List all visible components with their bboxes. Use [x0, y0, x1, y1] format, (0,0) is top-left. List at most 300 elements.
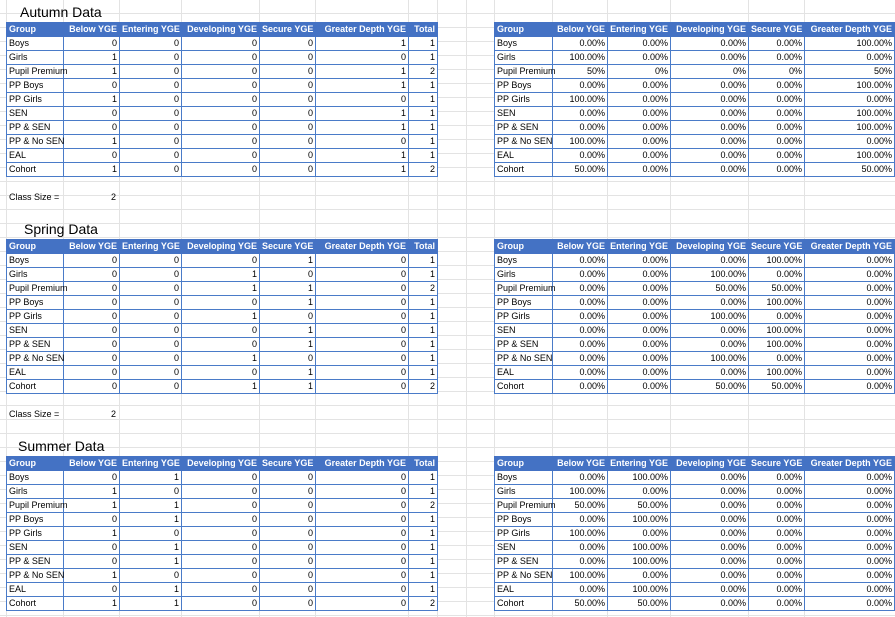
value-cell[interactable]: 0.00% — [608, 352, 671, 366]
value-cell[interactable]: 1 — [409, 37, 438, 51]
value-cell[interactable]: 0 — [260, 121, 316, 135]
value-cell[interactable]: 1 — [120, 541, 182, 555]
column-header[interactable]: Below YGE — [64, 457, 120, 471]
value-cell[interactable]: 0 — [260, 107, 316, 121]
column-header[interactable]: Entering YGE — [608, 240, 671, 254]
group-cell[interactable]: PP Girls — [495, 93, 553, 107]
value-cell[interactable]: 0.00% — [671, 163, 749, 177]
group-cell[interactable]: Pupil Premium — [495, 282, 553, 296]
column-header[interactable]: Secure YGE — [260, 457, 316, 471]
value-cell[interactable]: 0.00% — [805, 310, 895, 324]
value-cell[interactable]: 100.00% — [805, 149, 895, 163]
value-cell[interactable]: 0.00% — [608, 79, 671, 93]
value-cell[interactable]: 0.00% — [553, 366, 608, 380]
value-cell[interactable]: 0 — [316, 380, 409, 394]
group-cell[interactable]: PP Boys — [495, 296, 553, 310]
value-cell[interactable]: 0 — [182, 513, 260, 527]
value-cell[interactable]: 0.00% — [671, 51, 749, 65]
value-cell[interactable]: 0.00% — [608, 135, 671, 149]
value-cell[interactable]: 50.00% — [553, 499, 608, 513]
value-cell[interactable]: 0.00% — [608, 93, 671, 107]
value-cell[interactable]: 0 — [260, 352, 316, 366]
group-cell[interactable]: Boys — [7, 254, 64, 268]
value-cell[interactable]: 0.00% — [749, 121, 805, 135]
value-cell[interactable]: 0 — [182, 79, 260, 93]
group-cell[interactable]: PP & No SEN — [495, 352, 553, 366]
value-cell[interactable]: 0 — [316, 366, 409, 380]
value-cell[interactable]: 1 — [64, 597, 120, 611]
value-cell[interactable]: 1 — [409, 471, 438, 485]
group-cell[interactable]: SEN — [7, 324, 64, 338]
value-cell[interactable]: 0 — [316, 51, 409, 65]
value-cell[interactable]: 50.00% — [749, 380, 805, 394]
value-cell[interactable]: 0 — [120, 366, 182, 380]
value-cell[interactable]: 100.00% — [749, 338, 805, 352]
value-cell[interactable]: 0 — [120, 352, 182, 366]
value-cell[interactable]: 0 — [120, 107, 182, 121]
value-cell[interactable]: 0% — [749, 65, 805, 79]
value-cell[interactable]: 1 — [64, 499, 120, 513]
value-cell[interactable]: 0.00% — [671, 254, 749, 268]
value-cell[interactable]: 100.00% — [671, 352, 749, 366]
group-cell[interactable]: Girls — [7, 51, 64, 65]
column-header[interactable]: Greater Depth YGE — [316, 240, 409, 254]
value-cell[interactable]: 0 — [316, 499, 409, 513]
value-cell[interactable]: 100.00% — [608, 513, 671, 527]
value-cell[interactable]: 0.00% — [553, 324, 608, 338]
group-cell[interactable]: PP Boys — [7, 79, 64, 93]
value-cell[interactable]: 1 — [316, 121, 409, 135]
value-cell[interactable]: 100.00% — [805, 79, 895, 93]
value-cell[interactable]: 0 — [260, 79, 316, 93]
group-cell[interactable]: Pupil Premium — [7, 499, 64, 513]
value-cell[interactable]: 1 — [260, 282, 316, 296]
value-cell[interactable]: 0 — [316, 268, 409, 282]
group-cell[interactable]: Cohort — [7, 163, 64, 177]
value-cell[interactable]: 0 — [316, 485, 409, 499]
value-cell[interactable]: 0.00% — [749, 485, 805, 499]
column-header[interactable]: Developing YGE — [671, 240, 749, 254]
value-cell[interactable]: 0 — [316, 254, 409, 268]
value-cell[interactable]: 0 — [260, 555, 316, 569]
value-cell[interactable]: 0 — [316, 282, 409, 296]
value-cell[interactable]: 0.00% — [805, 352, 895, 366]
value-cell[interactable]: 0.00% — [553, 541, 608, 555]
value-cell[interactable]: 0.00% — [805, 485, 895, 499]
column-header[interactable]: Below YGE — [553, 457, 608, 471]
group-cell[interactable]: SEN — [7, 107, 64, 121]
value-cell[interactable]: 0.00% — [553, 352, 608, 366]
value-cell[interactable]: 0.00% — [608, 324, 671, 338]
value-cell[interactable]: 0.00% — [805, 499, 895, 513]
value-cell[interactable]: 0 — [260, 541, 316, 555]
value-cell[interactable]: 0.00% — [749, 541, 805, 555]
value-cell[interactable]: 0 — [260, 471, 316, 485]
group-cell[interactable]: Girls — [495, 268, 553, 282]
value-cell[interactable]: 0.00% — [608, 310, 671, 324]
value-cell[interactable]: 0.00% — [671, 583, 749, 597]
value-cell[interactable]: 0 — [182, 569, 260, 583]
value-cell[interactable]: 50.00% — [671, 380, 749, 394]
value-cell[interactable]: 0 — [64, 268, 120, 282]
value-cell[interactable]: 0.00% — [608, 380, 671, 394]
value-cell[interactable]: 0 — [64, 338, 120, 352]
value-cell[interactable]: 100.00% — [749, 296, 805, 310]
value-cell[interactable]: 0 — [260, 527, 316, 541]
value-cell[interactable]: 0 — [182, 597, 260, 611]
value-cell[interactable]: 0.00% — [749, 499, 805, 513]
column-header[interactable]: Secure YGE — [749, 457, 805, 471]
value-cell[interactable]: 0.00% — [671, 569, 749, 583]
value-cell[interactable]: 2 — [409, 499, 438, 513]
column-header[interactable]: Below YGE — [64, 240, 120, 254]
value-cell[interactable]: 0 — [120, 51, 182, 65]
value-cell[interactable]: 0.00% — [671, 471, 749, 485]
value-cell[interactable]: 0.00% — [608, 51, 671, 65]
value-cell[interactable]: 1 — [316, 149, 409, 163]
value-cell[interactable]: 100.00% — [553, 527, 608, 541]
value-cell[interactable]: 1 — [316, 65, 409, 79]
value-cell[interactable]: 0.00% — [553, 555, 608, 569]
group-cell[interactable]: PP & No SEN — [495, 569, 553, 583]
column-header[interactable]: Group — [7, 240, 64, 254]
value-cell[interactable]: 0.00% — [608, 338, 671, 352]
value-cell[interactable]: 0 — [120, 569, 182, 583]
value-cell[interactable]: 0.00% — [805, 254, 895, 268]
value-cell[interactable]: 2 — [409, 597, 438, 611]
value-cell[interactable]: 0 — [120, 268, 182, 282]
value-cell[interactable]: 0 — [316, 310, 409, 324]
column-header[interactable]: Group — [495, 240, 553, 254]
value-cell[interactable]: 0 — [182, 37, 260, 51]
value-cell[interactable]: 100.00% — [749, 254, 805, 268]
value-cell[interactable]: 0 — [316, 583, 409, 597]
value-cell[interactable]: 0 — [64, 310, 120, 324]
value-cell[interactable]: 0 — [260, 51, 316, 65]
group-cell[interactable]: EAL — [495, 366, 553, 380]
value-cell[interactable]: 0 — [120, 296, 182, 310]
value-cell[interactable]: 0.00% — [671, 366, 749, 380]
value-cell[interactable]: 100.00% — [608, 555, 671, 569]
value-cell[interactable]: 0.00% — [805, 296, 895, 310]
value-cell[interactable]: 0 — [182, 324, 260, 338]
value-cell[interactable]: 0.00% — [805, 135, 895, 149]
value-cell[interactable]: 0.00% — [671, 555, 749, 569]
value-cell[interactable]: 0 — [260, 65, 316, 79]
value-cell[interactable]: 0.00% — [671, 79, 749, 93]
value-cell[interactable]: 0 — [316, 541, 409, 555]
value-cell[interactable]: 100.00% — [749, 366, 805, 380]
value-cell[interactable]: 0 — [260, 583, 316, 597]
group-cell[interactable]: PP Girls — [495, 527, 553, 541]
value-cell[interactable]: 0.00% — [671, 121, 749, 135]
value-cell[interactable]: 0.00% — [553, 121, 608, 135]
value-cell[interactable]: 100.00% — [608, 583, 671, 597]
value-cell[interactable]: 0 — [64, 513, 120, 527]
value-cell[interactable]: 1 — [64, 527, 120, 541]
value-cell[interactable]: 1 — [409, 324, 438, 338]
group-cell[interactable]: Boys — [7, 37, 64, 51]
value-cell[interactable]: 0 — [64, 555, 120, 569]
value-cell[interactable]: 0.00% — [749, 107, 805, 121]
value-cell[interactable]: 0.00% — [749, 471, 805, 485]
value-cell[interactable]: 0.00% — [608, 569, 671, 583]
value-cell[interactable]: 1 — [64, 135, 120, 149]
group-cell[interactable]: PP Girls — [7, 310, 64, 324]
value-cell[interactable]: 0.00% — [805, 51, 895, 65]
value-cell[interactable]: 0.00% — [553, 107, 608, 121]
group-cell[interactable]: PP & SEN — [7, 338, 64, 352]
value-cell[interactable]: 0 — [182, 527, 260, 541]
value-cell[interactable]: 100.00% — [553, 569, 608, 583]
value-cell[interactable]: 1 — [409, 527, 438, 541]
value-cell[interactable]: 100.00% — [553, 135, 608, 149]
value-cell[interactable]: 0 — [316, 569, 409, 583]
class-size-value[interactable]: 2 — [110, 409, 116, 419]
value-cell[interactable]: 1 — [409, 149, 438, 163]
column-header[interactable]: Below YGE — [64, 23, 120, 37]
value-cell[interactable]: 0.00% — [749, 37, 805, 51]
group-cell[interactable]: Cohort — [495, 380, 553, 394]
group-cell[interactable]: SEN — [7, 541, 64, 555]
value-cell[interactable]: 1 — [120, 597, 182, 611]
group-cell[interactable]: PP Girls — [495, 310, 553, 324]
value-cell[interactable]: 0.00% — [749, 268, 805, 282]
value-cell[interactable]: 0 — [64, 541, 120, 555]
value-cell[interactable]: 0 — [182, 471, 260, 485]
value-cell[interactable]: 50.00% — [553, 163, 608, 177]
column-header[interactable]: Developing YGE — [182, 23, 260, 37]
column-header[interactable]: Entering YGE — [120, 457, 182, 471]
value-cell[interactable]: 0 — [120, 149, 182, 163]
group-cell[interactable]: PP Boys — [7, 296, 64, 310]
value-cell[interactable]: 0.00% — [805, 471, 895, 485]
value-cell[interactable]: 2 — [409, 65, 438, 79]
value-cell[interactable]: 1 — [260, 338, 316, 352]
column-header[interactable]: Group — [7, 457, 64, 471]
value-cell[interactable]: 0.00% — [805, 282, 895, 296]
value-cell[interactable]: 50.00% — [805, 163, 895, 177]
value-cell[interactable]: 0.00% — [671, 499, 749, 513]
group-cell[interactable]: PP & No SEN — [7, 569, 64, 583]
group-cell[interactable]: PP Girls — [7, 527, 64, 541]
value-cell[interactable]: 50.00% — [608, 597, 671, 611]
value-cell[interactable]: 1 — [64, 51, 120, 65]
value-cell[interactable]: 0.00% — [553, 471, 608, 485]
value-cell[interactable]: 0 — [120, 93, 182, 107]
value-cell[interactable]: 0 — [260, 37, 316, 51]
value-cell[interactable]: 0.00% — [749, 583, 805, 597]
value-cell[interactable]: 0.00% — [671, 149, 749, 163]
group-cell[interactable]: PP & No SEN — [7, 352, 64, 366]
value-cell[interactable]: 0.00% — [553, 79, 608, 93]
value-cell[interactable]: 1 — [260, 366, 316, 380]
value-cell[interactable]: 0.00% — [608, 268, 671, 282]
value-cell[interactable]: 1 — [409, 583, 438, 597]
value-cell[interactable]: 1 — [182, 380, 260, 394]
value-cell[interactable]: 0 — [120, 65, 182, 79]
value-cell[interactable]: 1 — [120, 499, 182, 513]
value-cell[interactable]: 0 — [120, 485, 182, 499]
value-cell[interactable]: 0 — [182, 555, 260, 569]
value-cell[interactable]: 1 — [182, 282, 260, 296]
group-cell[interactable]: SEN — [495, 324, 553, 338]
column-header[interactable]: Secure YGE — [260, 23, 316, 37]
group-cell[interactable]: Boys — [495, 37, 553, 51]
value-cell[interactable]: 1 — [120, 471, 182, 485]
value-cell[interactable]: 0 — [260, 149, 316, 163]
value-cell[interactable]: 0.00% — [608, 282, 671, 296]
value-cell[interactable]: 1 — [182, 310, 260, 324]
value-cell[interactable]: 1 — [120, 555, 182, 569]
value-cell[interactable]: 1 — [409, 513, 438, 527]
value-cell[interactable]: 0 — [64, 380, 120, 394]
value-cell[interactable]: 0.00% — [749, 135, 805, 149]
value-cell[interactable]: 0 — [182, 366, 260, 380]
group-cell[interactable]: PP Boys — [7, 513, 64, 527]
value-cell[interactable]: 50.00% — [671, 282, 749, 296]
value-cell[interactable]: 0.00% — [805, 597, 895, 611]
value-cell[interactable]: 0 — [182, 541, 260, 555]
column-header[interactable]: Secure YGE — [749, 23, 805, 37]
group-cell[interactable]: SEN — [495, 107, 553, 121]
value-cell[interactable]: 0 — [182, 485, 260, 499]
group-cell[interactable]: PP & SEN — [7, 121, 64, 135]
column-header[interactable]: Entering YGE — [120, 240, 182, 254]
value-cell[interactable]: 1 — [260, 254, 316, 268]
value-cell[interactable]: 0 — [182, 499, 260, 513]
value-cell[interactable]: 100.00% — [553, 93, 608, 107]
value-cell[interactable]: 0 — [120, 527, 182, 541]
value-cell[interactable]: 100.00% — [805, 107, 895, 121]
value-cell[interactable]: 1 — [409, 366, 438, 380]
value-cell[interactable]: 1 — [182, 268, 260, 282]
group-cell[interactable]: Boys — [7, 471, 64, 485]
value-cell[interactable]: 1 — [409, 569, 438, 583]
value-cell[interactable]: 100.00% — [553, 485, 608, 499]
value-cell[interactable]: 0 — [316, 597, 409, 611]
value-cell[interactable]: 0 — [64, 107, 120, 121]
value-cell[interactable]: 0.00% — [805, 555, 895, 569]
value-cell[interactable]: 0 — [316, 471, 409, 485]
value-cell[interactable]: 0.00% — [553, 513, 608, 527]
value-cell[interactable]: 0 — [260, 163, 316, 177]
group-cell[interactable]: PP Girls — [7, 93, 64, 107]
value-cell[interactable]: 0% — [608, 65, 671, 79]
value-cell[interactable]: 0 — [316, 135, 409, 149]
value-cell[interactable]: 0.00% — [749, 555, 805, 569]
value-cell[interactable]: 0.00% — [553, 380, 608, 394]
column-header[interactable]: Developing YGE — [671, 457, 749, 471]
column-header[interactable]: Entering YGE — [608, 23, 671, 37]
value-cell[interactable]: 0 — [64, 121, 120, 135]
value-cell[interactable]: 0 — [64, 324, 120, 338]
value-cell[interactable]: 1 — [64, 569, 120, 583]
value-cell[interactable]: 0.00% — [749, 597, 805, 611]
value-cell[interactable]: 100.00% — [608, 471, 671, 485]
column-header[interactable]: Group — [495, 457, 553, 471]
value-cell[interactable]: 1 — [409, 51, 438, 65]
value-cell[interactable]: 0.00% — [553, 268, 608, 282]
value-cell[interactable]: 1 — [260, 380, 316, 394]
value-cell[interactable]: 0.00% — [671, 37, 749, 51]
group-cell[interactable]: Boys — [495, 254, 553, 268]
value-cell[interactable]: 0.00% — [805, 527, 895, 541]
group-cell[interactable]: EAL — [495, 149, 553, 163]
value-cell[interactable]: 0.00% — [749, 163, 805, 177]
value-cell[interactable]: 0.00% — [805, 583, 895, 597]
value-cell[interactable]: 0.00% — [553, 149, 608, 163]
value-cell[interactable]: 0% — [671, 65, 749, 79]
value-cell[interactable]: 0.00% — [671, 597, 749, 611]
column-header[interactable]: Secure YGE — [260, 240, 316, 254]
value-cell[interactable]: 100.00% — [608, 541, 671, 555]
value-cell[interactable]: 0 — [182, 51, 260, 65]
value-cell[interactable]: 0 — [260, 499, 316, 513]
value-cell[interactable]: 0 — [182, 583, 260, 597]
value-cell[interactable]: 0 — [120, 310, 182, 324]
value-cell[interactable]: 0.00% — [608, 163, 671, 177]
value-cell[interactable]: 0 — [64, 366, 120, 380]
value-cell[interactable]: 0 — [64, 149, 120, 163]
value-cell[interactable]: 1 — [64, 163, 120, 177]
value-cell[interactable]: 0.00% — [608, 485, 671, 499]
value-cell[interactable]: 0.00% — [671, 338, 749, 352]
group-cell[interactable]: PP & SEN — [495, 555, 553, 569]
group-cell[interactable]: Cohort — [7, 380, 64, 394]
group-cell[interactable]: PP & SEN — [495, 338, 553, 352]
value-cell[interactable]: 0 — [316, 352, 409, 366]
value-cell[interactable]: 1 — [260, 296, 316, 310]
value-cell[interactable]: 0 — [316, 338, 409, 352]
column-header[interactable]: Total — [409, 23, 438, 37]
value-cell[interactable]: 0.00% — [805, 338, 895, 352]
group-cell[interactable]: Pupil Premium — [7, 65, 64, 79]
value-cell[interactable]: 1 — [64, 65, 120, 79]
value-cell[interactable]: 0.00% — [805, 513, 895, 527]
value-cell[interactable]: 0.00% — [671, 296, 749, 310]
column-header[interactable]: Greater Depth YGE — [805, 23, 895, 37]
value-cell[interactable]: 0 — [120, 121, 182, 135]
value-cell[interactable]: 0.00% — [671, 135, 749, 149]
value-cell[interactable]: 1 — [409, 541, 438, 555]
value-cell[interactable]: 0 — [182, 121, 260, 135]
value-cell[interactable]: 0.00% — [749, 513, 805, 527]
value-cell[interactable]: 0 — [120, 338, 182, 352]
value-cell[interactable]: 0 — [316, 324, 409, 338]
value-cell[interactable]: 1 — [182, 352, 260, 366]
value-cell[interactable]: 0.00% — [749, 79, 805, 93]
value-cell[interactable]: 1 — [409, 485, 438, 499]
value-cell[interactable]: 0 — [316, 555, 409, 569]
group-cell[interactable]: Girls — [7, 268, 64, 282]
column-header[interactable]: Below YGE — [553, 240, 608, 254]
value-cell[interactable]: 0 — [260, 268, 316, 282]
value-cell[interactable]: 0 — [182, 107, 260, 121]
value-cell[interactable]: 1 — [409, 107, 438, 121]
value-cell[interactable]: 0.00% — [805, 268, 895, 282]
value-cell[interactable]: 0 — [260, 513, 316, 527]
value-cell[interactable]: 0 — [64, 37, 120, 51]
column-header[interactable]: Group — [495, 23, 553, 37]
column-header[interactable]: Greater Depth YGE — [316, 457, 409, 471]
value-cell[interactable]: 0 — [64, 352, 120, 366]
column-header[interactable]: Greater Depth YGE — [805, 240, 895, 254]
value-cell[interactable]: 100.00% — [553, 51, 608, 65]
value-cell[interactable]: 0.00% — [671, 513, 749, 527]
value-cell[interactable]: 0.00% — [608, 527, 671, 541]
value-cell[interactable]: 0.00% — [608, 366, 671, 380]
